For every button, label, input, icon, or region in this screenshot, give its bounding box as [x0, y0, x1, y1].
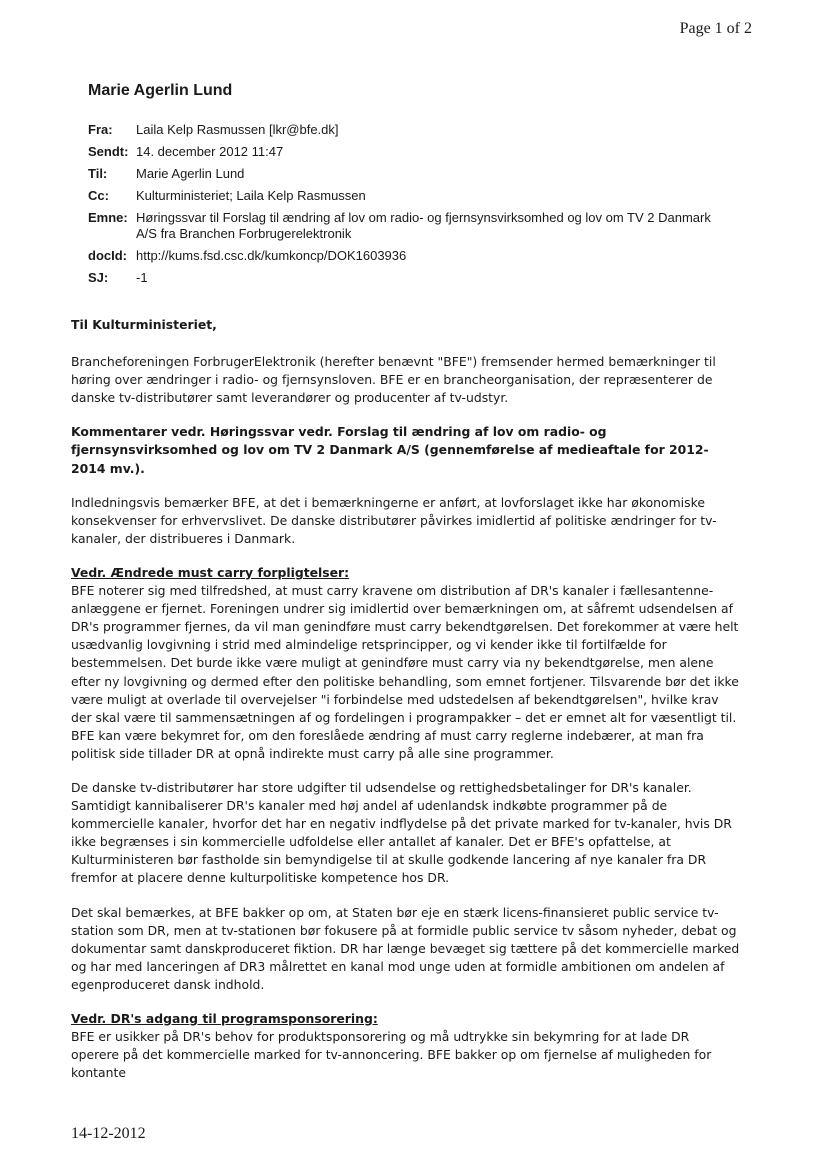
- comments-heading: Kommentarer vedr. Høringssvar vedr. Forslag til ændring af lov om radio- og fjernsynsvirksomhed og lov om TV 2 Danmark A/S (gennemførelse af medieaftale for 2012-2014 mv.).: [71, 424, 709, 476]
- header-row-cc: [88, 188, 728, 204]
- must-carry-heading: Vedr. Ændrede must carry forpligtelser:: [71, 564, 350, 580]
- costs-paragraph: De danske tv-distributører har store udgifter til udsendelse og rettighedsbetalinger for DR's kanaler. Samtidigt kannibaliserer DR's kanaler med høj andel af udenlandsk indkøbte programmer på de kommercielle kanaler, hvorfor det har en negativ indflydelse på det private marked for tv-kanaler, hvis DR ikke begrænses i sin kommercielle udfoldelse eller antallet af kanaler. Det er BFE's opfattelse, at Kulturministeren bør fastholde sin bemyndigelse til at skulle godkende lancering af nye kanaler fra DR fremfor at placere denne kulturpolitiske kompetence hos DR.: [71, 779, 732, 886]
- sent-value: 14. december 2012 11:47: [136, 144, 284, 159]
- subject-value: Høringssvar til Forslag til ændring af lov om radio- og fjernsynsvirksomhed og lov om TV 2 Danmark A/S fra Branchen Forbrugerelektronik: [136, 210, 711, 241]
- from-value: Laila Kelp Rasmussen [lkr@bfe.dk]: [136, 122, 339, 137]
- footer-date: 14-12-2012: [71, 1125, 146, 1142]
- opening-paragraph: Indledningsvis bemærker BFE, at det i bemærkningerne er anført, at lovforslaget ikke har økonomiske konsekvenser for erhvervslivet. De danske distributører påvirkes imidlertid af politiske ændringer for tv-kanaler, der distribueres i Danmark.: [71, 494, 717, 546]
- to-value: Marie Agerlin Lund: [136, 166, 245, 181]
- header-row-to: [88, 166, 728, 182]
- header-row-sent: [88, 144, 728, 160]
- subject-label: Emne:: [88, 210, 128, 225]
- cc-label: Cc:: [88, 188, 109, 203]
- header-row-sj: [88, 270, 728, 286]
- salutation: Til Kulturministeriet,: [71, 317, 217, 332]
- header-row-docid: [88, 248, 728, 264]
- page-number: Page 1 of 2: [679, 20, 752, 37]
- sender-name: Marie Agerlin Lund: [88, 82, 233, 99]
- docid-value: http://kums.fsd.csc.dk/kumkoncp/DOK1603936: [136, 248, 407, 263]
- letter-body: [71, 316, 741, 1082]
- docid-label: docId:: [88, 248, 127, 263]
- sponsorship-paragraph: BFE er usikker på DR's behov for produktsponsorering og må udtrykke sin bekymring for at lade DR operere på det kommercielle marked for tv-annoncering. BFE bakker op om fjernelse af muligheden for kontante: [71, 1029, 712, 1081]
- cc-value: Kulturministeriet; Laila Kelp Rasmussen: [136, 188, 366, 203]
- header-row-from: [88, 122, 728, 138]
- sponsorship-heading: Vedr. DR's adgang til programsponsorering:: [71, 1011, 378, 1026]
- from-label: Fra:: [88, 122, 113, 137]
- must-carry-paragraph: BFE noterer sig med tilfredshed, at must carry kravene om distribution af DR's kanaler i fællesantenne-anlæggene er fjernet. Foreningen undrer sig imidlertid over bemærkningen om, at såfremt udsendelsen af DR's programmer fjernes, da vil man genindføre must carry bekendtgørelsen. Det forekommer at være helt usædvanlig lovgivning i strid med almindelige retsprincipper, og vi kender ikke til fortilfælde for bestemmelsen. Det burde ikke være muligt at genindføre must carry via ny bekendtgørelse, men alene efter ny lovgivning og dermed efter den politiske behandling, som emnet fortjener. Tilsvarende bør det ikke være muligt at overlade til overvejelser "i forbindelse med udstedelsen af bekendtgørelsen", hvilke krav der skal være til sammensætningen af og fordelingen i programpakker – det er emnet alt for væsentligt til. BFE kan være bekymret for, om den foreslåede ændring af must carry reglerne indebærer, at man fra politisk side tillader DR at opnå indirekte must carry på alle sine programmer.: [71, 583, 739, 761]
- intro-paragraph: Brancheforeningen ForbrugerElektronik (herefter benævnt "BFE") fremsender hermed bemærkninger til høring over ændringer i radio- og fjernsynsloven. BFE er en brancheorganisation, der repræsenterer de danske tv-distributører samt leverandører og producenter af tv-udstyr.: [71, 354, 716, 406]
- header-row-subject: [88, 210, 728, 242]
- to-label: Til:: [88, 166, 108, 181]
- sj-value: -1: [136, 270, 148, 285]
- public-service-paragraph: Det skal bemærkes, at BFE bakker op om, at Staten bør eje en stærk licens-finansieret public service tv-station som DR, men at tv-stationen bør fokusere på at formidle public service tv såsom nyheder, debat og dokumentar samt danskproduceret fiktion. DR har længe bevæget sig tættere på det kommercielle marked og har med lanceringen af DR3 målrettet en kanal mod unge uden at formidle ambitionen om andelen af egenproduceret dansk indhold.: [71, 904, 740, 992]
- sent-label: Sendt:: [88, 144, 129, 159]
- email-header: [88, 122, 728, 292]
- sj-label: SJ:: [88, 270, 109, 285]
